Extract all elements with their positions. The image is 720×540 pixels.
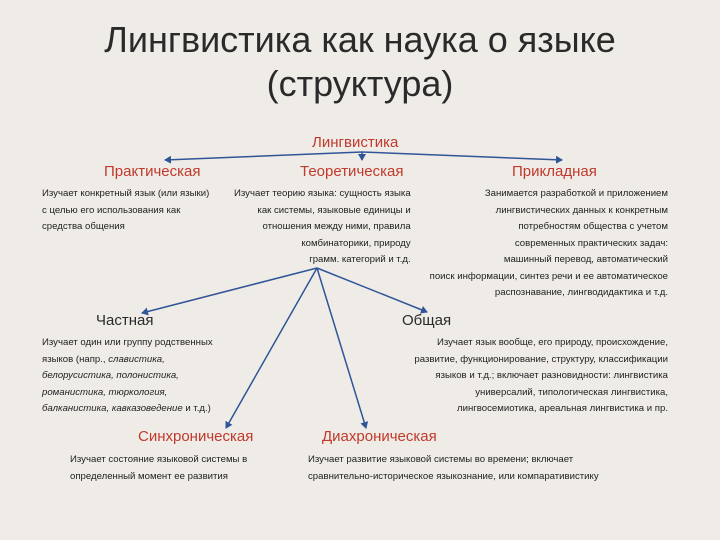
desc-text: и т.д.) — [182, 403, 211, 414]
node-general: Общая — [402, 312, 452, 329]
desc-general — [414, 335, 668, 418]
arrow-to-synchronic — [226, 268, 317, 428]
desc-line: Изучает развитие языковой системы во времени; включает — [308, 454, 574, 465]
desc-line: распознавание, лингводидактика и т.д. — [494, 287, 668, 298]
desc-line: потребностям общества с учетом — [518, 221, 668, 232]
desc-line: универсалий, типологическая лингвистика, — [475, 386, 668, 398]
desc-line — [42, 401, 213, 418]
arrow-to-general — [317, 268, 427, 312]
desc-applied — [430, 186, 668, 302]
desc-line: с целью его использования как — [42, 204, 181, 216]
desc-line: лингвистических данных к конкретным — [495, 204, 668, 216]
arrow-to-diachronic — [317, 268, 366, 428]
desc-line: грамм. категорий и т.д. — [309, 254, 411, 265]
node-particular: Частная — [96, 312, 154, 329]
desc-line: определенный момент ее развития — [70, 470, 228, 482]
desc-line — [42, 368, 213, 385]
node-practical: Практическая — [104, 163, 201, 180]
arrow-to-practical — [165, 152, 362, 160]
title-line-2: (структура) — [266, 63, 454, 104]
desc-line: лингвосемиотика, ареальная лингвистика и пр. — [457, 403, 668, 414]
desc-text-italic: славистика, — [108, 353, 165, 365]
arrow-to-particular — [142, 268, 317, 313]
desc-text-italic: балканистика, кавказоведение — [42, 403, 183, 414]
desc-text-italic: романистика, тюркология, — [42, 386, 168, 398]
desc-line: Изучает один или группу родственных — [42, 337, 213, 348]
node-diachronic: Диахроническая — [322, 428, 437, 445]
title-line-1: Лингвистика как наука о языке — [104, 19, 616, 60]
desc-line: языков и т.д.; включает разновидности: лингвистика — [435, 370, 668, 381]
desc-line: Занимается разработкой и приложением — [484, 188, 668, 199]
desc-line: машинный перевод, автоматический — [503, 254, 668, 265]
page-title — [60, 18, 660, 106]
node-theoretical: Теоретическая — [300, 163, 404, 180]
desc-line: Изучает конкретный язык (или языки) — [42, 188, 210, 199]
desc-line: как системы, языковые единицы и — [257, 204, 411, 216]
node-applied: Прикладная — [512, 163, 597, 180]
desc-diachronic — [308, 452, 599, 485]
desc-synchronic — [70, 452, 247, 485]
desc-line: средства общения — [42, 221, 125, 232]
node-linguistics: Лингвистика — [312, 134, 399, 151]
desc-practical — [42, 186, 209, 236]
desc-line: Изучает язык вообще, его природу, происхождение, — [436, 337, 668, 348]
desc-text: языков (напр., — [42, 353, 109, 365]
desc-line: развитие, функционирование, структуру, классификации — [414, 353, 668, 365]
desc-particular — [42, 335, 213, 418]
desc-line — [42, 352, 213, 369]
desc-line: комбинаторики, природу — [301, 237, 411, 249]
desc-line: Изучает состояние языковой системы в — [70, 454, 248, 465]
desc-line — [42, 385, 213, 402]
desc-theoretical — [234, 186, 411, 269]
desc-line: Изучает теорию языка: сущность языка — [234, 188, 411, 199]
desc-line: поиск информации, синтез речи и ее автоматическое — [429, 270, 668, 282]
desc-text-italic: белорусистика, полонистика, — [42, 370, 179, 381]
desc-line: современных практических задач: — [514, 237, 668, 249]
desc-line: отношения между ними, правила — [262, 221, 411, 232]
desc-line: сравнительно-историческое языкознание, или компаративистику — [308, 470, 599, 482]
arrow-to-applied — [362, 152, 562, 160]
node-synchronic: Синхроническая — [138, 428, 254, 445]
